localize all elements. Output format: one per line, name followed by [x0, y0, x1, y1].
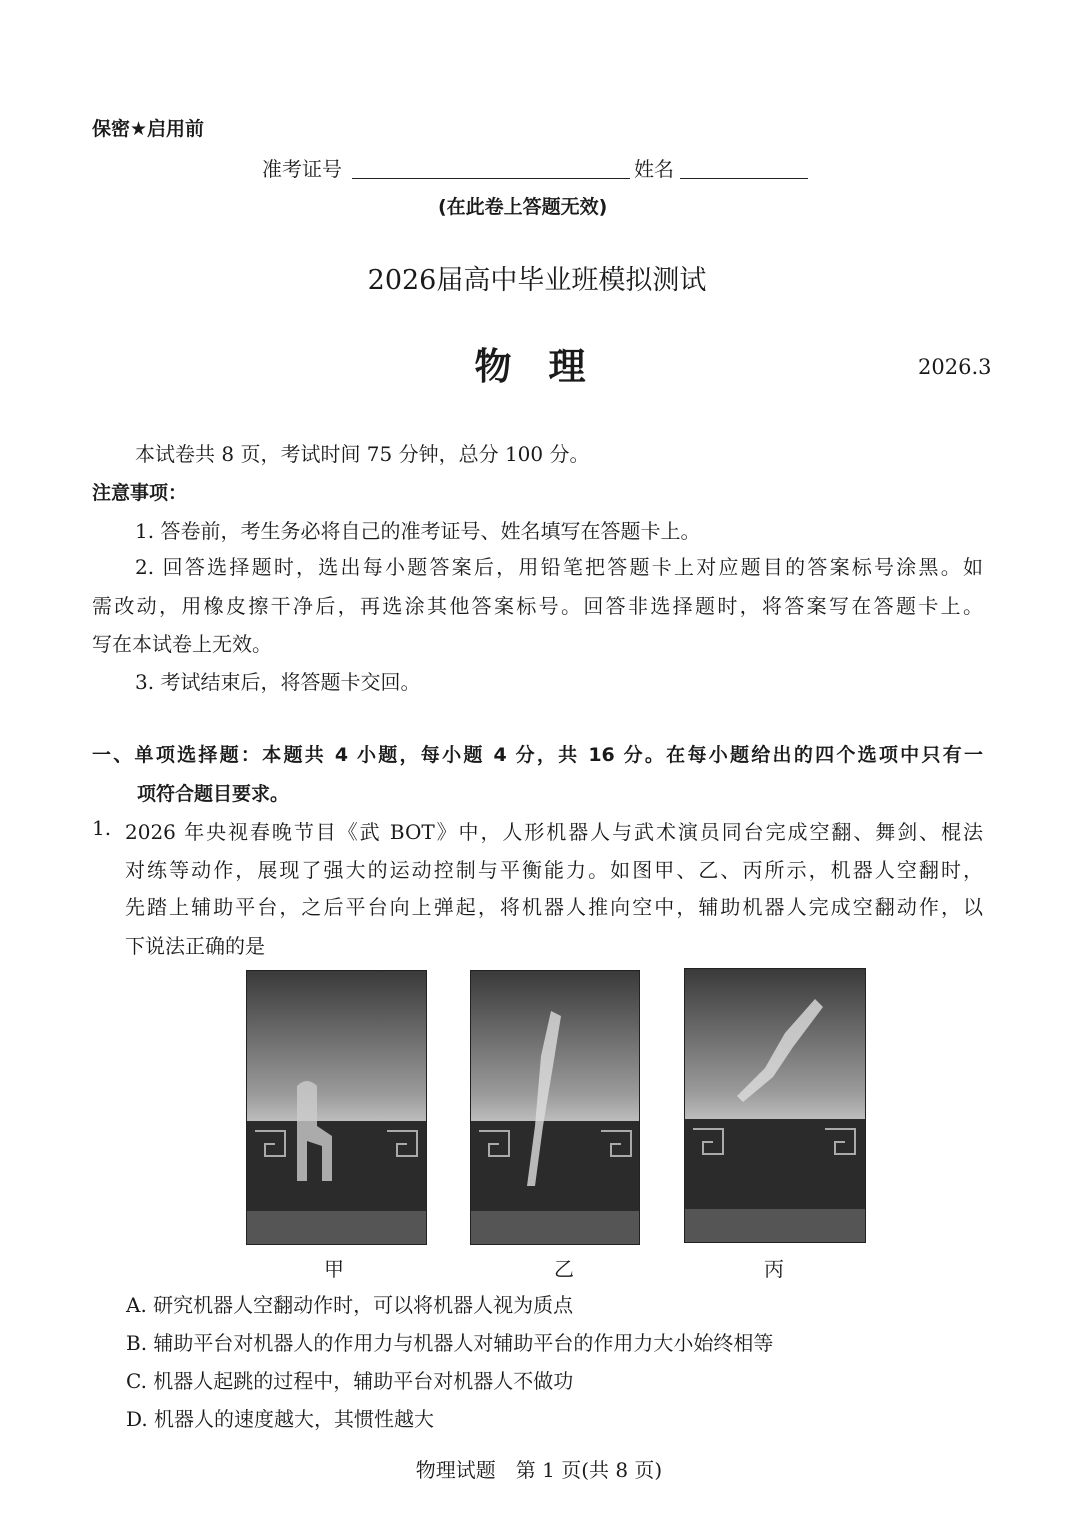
figure-jia-photo — [246, 970, 427, 1245]
exam-id-field[interactable] — [352, 178, 630, 179]
intro-text: 本试卷共 8 页，考试时间 75 分钟，总分 100 分。 — [135, 442, 590, 466]
confidential-label: 保密★启用前 — [92, 118, 205, 140]
option-a: A. 研究机器人空翻动作时，可以将机器人视为质点 — [126, 1293, 574, 1317]
question-stem-line: 对练等动作，展现了强大的运动控制与平衡能力。如图甲、乙、丙所示，机器人空翻时， — [125, 858, 983, 882]
note-item-1: 1. 答卷前，考生务必将自己的准考证号、姓名填写在答题卡上。 — [135, 519, 701, 543]
option-c: C. 机器人起跳的过程中，辅助平台对机器人不做功 — [126, 1369, 574, 1393]
figure-label-jia: 甲 — [324, 1257, 344, 1281]
section-heading: 一、单项选择题：本题共 4 小题，每小题 4 分，共 16 分。在每小题给出的四个选项中只有一 — [92, 744, 983, 766]
section-heading-cont: 项符合题目要求。 — [137, 783, 290, 805]
exam-title: 2026届高中毕业班模拟测试 — [367, 265, 707, 296]
figure-bing-photo — [684, 968, 866, 1243]
page-footer: 物理试题 第 1 页(共 8 页) — [415, 1458, 663, 1482]
figure-label-yi: 乙 — [554, 1257, 574, 1281]
question-stem-line: 下说法正确的是 — [125, 934, 265, 958]
figure-label-bing: 丙 — [764, 1257, 784, 1281]
exam-id-label: 准考证号 — [262, 157, 342, 181]
note-item-3: 3. 考试结束后，将答题卡交回。 — [135, 670, 421, 694]
figure-yi-photo — [470, 970, 640, 1245]
question-number: 1. — [92, 816, 112, 840]
invalid-note: (在此卷上答题无效) — [438, 196, 608, 218]
question-stem-line: 2026 年央视春晚节目《武 BOT》中，人形机器人与武术演员同台完成空翻、舞剑、棍法 — [125, 820, 983, 844]
name-field[interactable] — [680, 178, 808, 179]
notes-heading: 注意事项： — [92, 482, 188, 504]
option-b: B. 辅助平台对机器人的作用力与机器人对辅助平台的作用力大小始终相等 — [126, 1331, 774, 1355]
note-item-2-line: 需改动，用橡皮擦干净后，再选涂其他答案标号。回答非选择题时，将答案写在答题卡上。 — [92, 594, 983, 618]
name-label: 姓名 — [634, 157, 674, 181]
subject-title: 物 理 — [474, 345, 586, 388]
note-item-2-line: 2. 回答选择题时，选出每小题答案后，用铅笔把答题卡上对应题目的答案标号涂黑。如 — [135, 555, 983, 579]
exam-date: 2026.3 — [918, 355, 992, 379]
option-d: D. 机器人的速度越大，其惯性越大 — [126, 1407, 435, 1431]
question-stem-line: 先踏上辅助平台，之后平台向上弹起，将机器人推向空中，辅助机器人完成空翻动作，以 — [125, 895, 983, 919]
note-item-2-line: 写在本试卷上无效。 — [92, 632, 272, 656]
